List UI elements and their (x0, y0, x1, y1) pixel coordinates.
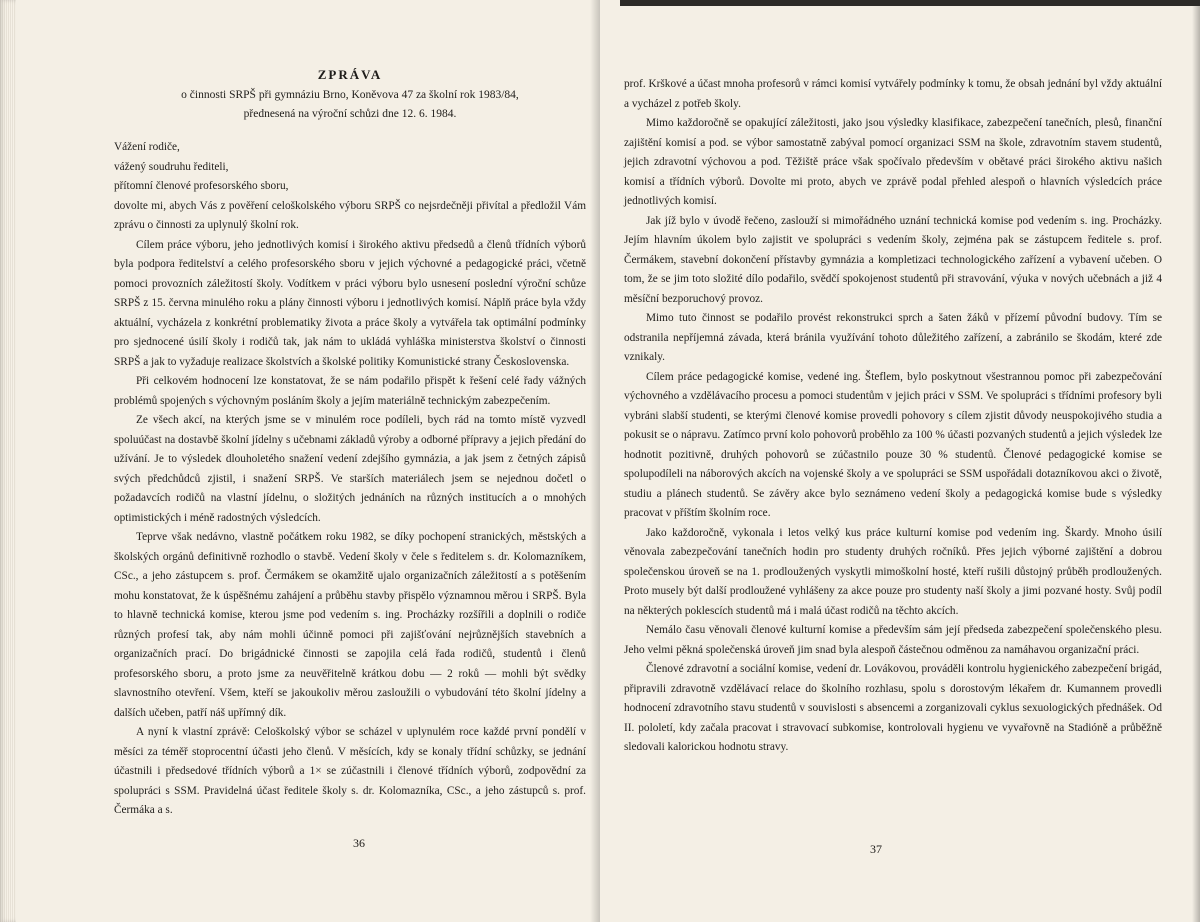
paragraph: Členové zdravotní a sociální komise, vedení dr. Lovákovou, prováděli kontrolu hygienického zabezpečení brigád, připravili zdravotně vzdělávací relace do školního rozhlasu, spolu s dorostovým lékařem dr. Kumannem provedli hodnocení zdravotního stavu studentů v souvislosti s absencemi a zorganizovali cyklus sexuologických přednášek. Od II. pololetí, kdy začala pracovat i stravovací subkomise, kontrolovali hygienu ve vyvařovně na Stadióně a průběžně sledovali kalorickou hodnotu stravy. (624, 663, 1162, 753)
paragraph: Mimo tuto činnost se podařilo provést rekonstrukci sprch a šaten žáků v přízemí původní budovy. Tím se odstranila nepříjemná závada, která bránila využívání tohoto důležitého zařízení, a zabránilo se škodám, které zde vznikaly. (624, 312, 1162, 363)
page-number: 36 (353, 836, 365, 850)
paragraph: Cílem práce pedagogické komise, vedené ing. Šteflem, bylo poskytnout všestrannou pomoc při zabezpečování výchovného a vzdělávacího procesu a pomoci studentům v jejich práci v SSM. Ve spolupráci s třídními profesory byli vybráni slabší studenti, se kterými členové komise provedli pohovory s cílem zjistit důvody neuspokojivého studia a pokusit se o nápravu. Zatímco první kolo pohovorů proběhlo za 100 % účasti pozvaných studentů a jejich výsledek lze hodnotit pozitivně, druhých pohovorů se zúčastnilo pouze 30 % studentů. Členové pedagogické komise se spolupodíleli na náborových akcích na vojenské školy a ve spolupráci se SSM uspořádali dotazníkovou akci o životě, studiu a plánech studentů. Se závěry akce bylo seznámeno vedení školy a pedagogická komise bude s výsledky pracovat v příštím školním roce. (624, 370, 1162, 519)
report-header (114, 64, 586, 124)
report-subtitle-line-1: o činnosti SRPŠ při gymnáziu Brno, Koněvova 47 za školní rok 1983/84, (181, 89, 519, 101)
page-edge-shadow (1192, 0, 1200, 922)
right-page (600, 0, 1200, 922)
right-page-text (624, 75, 1162, 758)
page-number: 37 (870, 842, 882, 856)
paragraph: Mimo každoročně se opakující záležitosti, jako jsou výsledky klasifikace, zabezpečení tanečních, plesů, finanční zajištění komisí a pod. se výbor samostatně zabýval pomocí organizaci SSM na škole, zdravotním stavem studentů, jejich zdravotní výchovou a pod. Těžiště práce však spočívalo především v obětavé práci širokého aktivu našich komisí a třídních výborů. Dovolte mi proto, abych ve zprávě podal přehled alespoň o hlavních výsledcích práce jednotlivých komisí. (624, 117, 1162, 207)
paragraph: prof. Krškové a účast mnoha profesorů v rámci komisí vytvářely podmínky k tomu, že obsah jednání byl vždy aktuální a vycházel z potřeb školy. (624, 78, 1162, 110)
paragraph: Nemálo času věnovali členové kulturní komise a především sám její předseda zabezpečení společenského plesu. Jeho velmi pěkná společenská úroveň jim snad byla alespoň částečnou odměnou za namáhavou organizační práci. (624, 624, 1162, 656)
page-edges (0, 0, 16, 922)
book-cover-edge (620, 0, 1200, 6)
paragraph: Ze všech akcí, na kterých jsme se v minulém roce podíleli, bych rád na tomto místě vyzvedl spoluúčast na dostavbě školní jídelny s učebnami základů výroby a odborné přípravy a jejich předání do užívání. Je to výsledek dlouholetého snažení vedení zdejšího gymnázia, a jak jsem z četných zápisů svých předchůdců zjistil, i snažení SRPŠ. Ve starších materiálech jsem se nejednou dočetl o požadavcích rodičů na vlastní jídelnu, o složitých jednáních na různých institucích a o mnohých optimistických i méně radostných výsledcích. (114, 414, 586, 524)
paragraph: dovolte mi, abych Vás z pověření celoškolského výboru SRPŠ co nejsrdečněji přivítal a předložil Vám zprávu o činnosti za uplynulý školní rok. (114, 199, 586, 231)
report-title: ZPRÁVA (317, 67, 383, 82)
report-subtitle-line-2: přednesená na výroční schůzi dne 12. 6. 1984. (243, 108, 457, 120)
salutation-line: vážený soudruhu řediteli, (114, 160, 229, 173)
paragraph: Při celkovém hodnocení lze konstatovat, že se nám podařilo přispět k řešení celé řady vážných problémů spojených s výchovným posláním školy a jejím materiálně technickým zabezpečením. (114, 375, 586, 407)
left-page-text (114, 138, 586, 821)
paragraph: Jako každoročně, vykonala i letos velký kus práce kulturní komise pod vedením ing. Škardy. Mnoho úsilí věnovala zabezpečování tanečních hodin pro studenty druhých ročníků. Přes jejich výborné zajištění a dobrou společenskou úroveň se na 1. prodloužených vyskytli mimoškolní hosté, kteří rušili důstojný průběh prodloužených. Proto musely být další prodloužené vyhlášeny za akce pouze pro studenty naší školy a jimi pozvané hosty. Svůj podíl na některých poklescích studentů má i malá účast rodičů na těchto akcích. (624, 526, 1162, 617)
gutter-shadow (590, 0, 600, 922)
paragraph: Jak jíž bylo v úvodě řečeno, zaslouží si mimořádného uznání technická komise pod vedením s. ing. Procházky. Jejím hlavním úkolem bylo zajistit ve spolupráci s vedením školy, zejména pak se zástupcem ředitele s. prof. Čermákem, stavební dokončení přístavby gymnázia a kompletizaci technologického zařízení a vybavení učeben. O tom, že se jim toto složité dílo podařilo, svědčí spokojenost studentů při stravování, výuka v nových učebnách a již 4 měsíční bezporuchový provoz. (624, 214, 1162, 305)
paragraph: Cílem práce výboru, jeho jednotlivých komisí i širokého aktivu předsedů a členů třídních výborů byla podpora ředitelství a celého profesorského sboru v jejich výchovné a pedagogické práci, včetně pomoci provozních záležitostí školy. Vodítkem v práci výboru bylo usnesení poslední výroční schůze SRPŠ z 15. června minulého roku a plány činnosti výboru i jednotlivých komisí. Náplň práce byla vždy aktuální, vycházela z konkrétní problematiky života a práce školy a vytvářela tak optimální podmínky pro sjednocené úsilí školy i rodičů tak, jak nám to ukládá vyhláška ministerstva školství o činnosti SRPŠ a jak to vyžaduje realizace školstvích a školské politiky Komunistické strany Československa. (114, 238, 586, 368)
salutation-line: přítomní členové profesorského sboru, (114, 180, 289, 192)
salutation-line: Vážení rodiče, (114, 141, 180, 153)
paragraph: Teprve však nedávno, vlastně počátkem roku 1982, se díky pochopení stranických, městských a školských orgánů definitivně rozhodlo o stavbě. Vedení školy v čele s ředitelem s. dr. Kolomazníkem, CSc., a jeho zástupcem s. prof. Čermákem se okamžitě ujalo organizačních záležitostí a s potěšením mohu konstatovat, že k úspěšnému zahájení a průběhu stavby přispělo významnou měrou i SRPŠ. Byla to hlavně technická komise, kterou jsme pod vedením s. ing. Procházky rozšířili a doplnili o rodiče různých profesí tak, aby nám mohli účinně pomoci při zajišťování nejrůznějších stavebních a organizačních prací. Do brigádnické činnosti se zapojila celá řada rodičů, studentů i členů profesorského sboru, a proto jsme za neuvěřitelně krátkou dobu — 2 roků — mohli být svědky slavnostního otevření. Všem, kteří se jakoukoliv měrou zasloužili o vybudování této školní jídelny a dalších učeben, patří náš upřímný dík. (114, 531, 586, 719)
paragraph: A nyní k vlastní zprávě: Celoškolský výbor se scházel v uplynulém roce každé první pondělí v měsíci za téměř stoprocentní účasti jeho členů. V měsících, kdy se konaly třídní schůzky, se jednání účastnili i předsedové třídních výborů a 1× se zúčastnili i členové třídních výborů, zodpovědní za spolupráci s SSM. Pravidelná účast ředitele školy s. dr. Kolomazníka, CSc., a jeho zástupců s. prof. Čermáka a s. (114, 726, 586, 816)
